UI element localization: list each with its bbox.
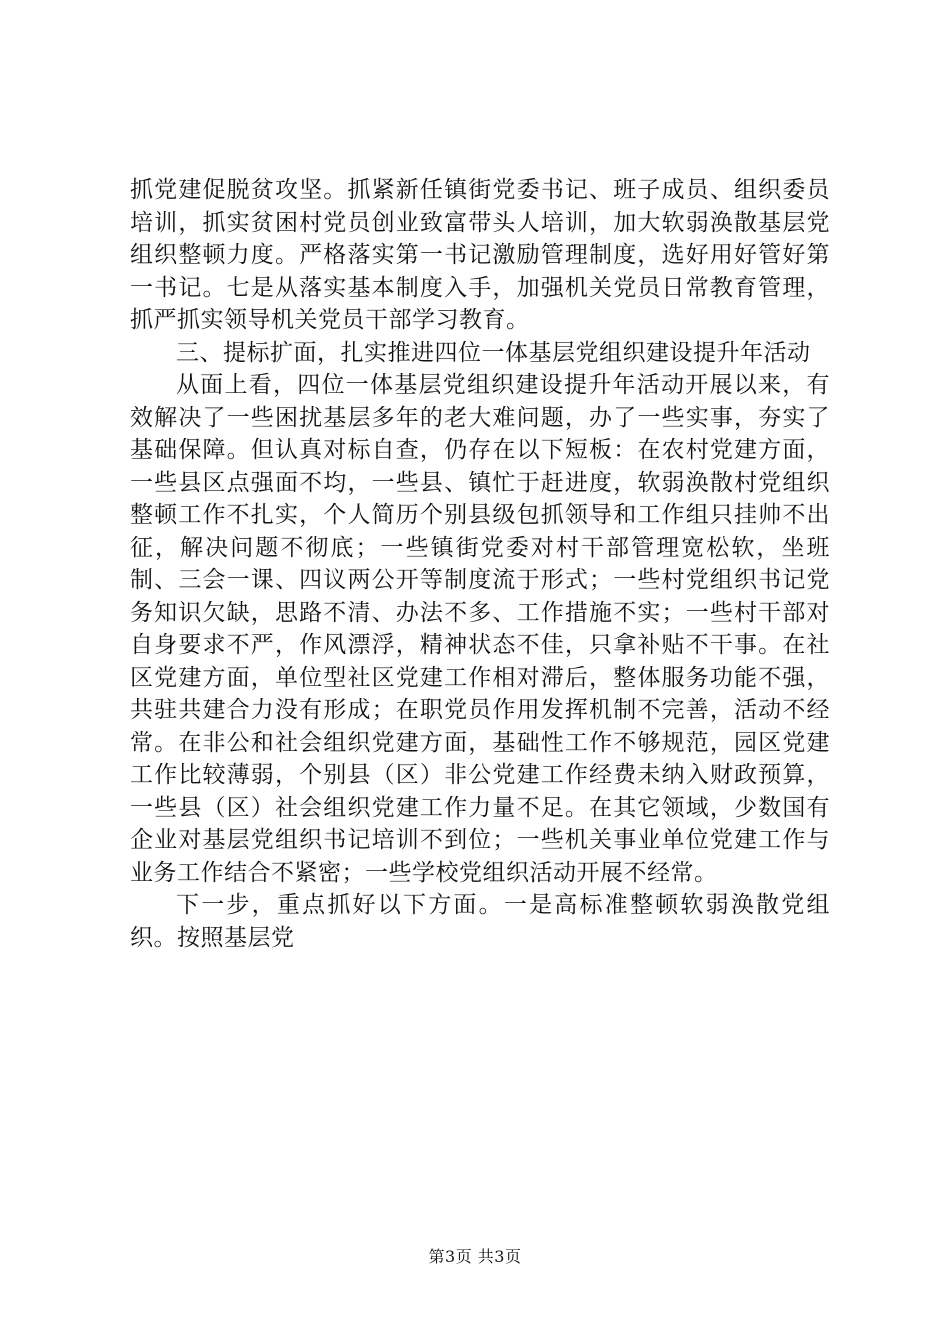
paragraph-next-steps: 下一步，重点抓好以下方面。一是高标准整顿软弱涣散党组织。按照基层党 (130, 892, 830, 951)
document-body (130, 174, 830, 954)
page-footer: 第3页 共3页 (428, 1247, 522, 1266)
section-heading-3: 三、提标扩面，扎实推进四位一体基层党组织建设提升年活动 (176, 339, 811, 366)
paragraph-continuation: 抓党建促脱贫攻坚。抓紧新任镇街党委书记、班子成员、组织委员培训，抓实贫困村党员创业致富带头人培训，加大软弱涣散基层党组织整顿力度。严格落实第一书记激励管理制度，选好用好管好第一书记。七是从落实基本制度入手，加强机关党员日常教育管理，抓严抓实领导机关党员干部学习教育。 (130, 177, 830, 333)
paragraph-shortcomings: 从面上看，四位一体基层党组织建设提升年活动开展以来，有效解决了一些困扰基层多年的老大难问题，办了一些实事，夯实了基础保障。但认真对标自查，仍存在以下短板：在农村党建方面，一些县区点强面不均，一些县、镇忙于赶进度，软弱涣散村党组织整顿工作不扎实，个人简历个别县级包抓领导和工作组只挂帅不出征，解决问题不彻底；一些镇街党委对村干部管理宽松软，坐班制、三会一课、四议两公开等制度流于形式；一些村党组织书记党务知识欠缺，思路不清、办法不多、工作措施不实；一些村干部对自身要求不严，作风漂浮，精神状态不佳，只拿补贴不干事。在社区党建方面，单位型社区党建工作相对滞后，整体服务功能不强，共驻共建合力没有形成；在职党员作用发挥机制不完善，活动不经常。在非公和社会组织党建方面，基础性工作不够规范，园区党建工作比较薄弱，个别县（区）非公党建工作经费未纳入财政预算，一些县（区）社会组织党建工作力量不足。在其它领域，少数国有企业对基层党组织书记培训不到位；一些机关事业单位党建工作与业务工作结合不紧密；一些学校党组织活动开展不经常。 (130, 372, 830, 886)
